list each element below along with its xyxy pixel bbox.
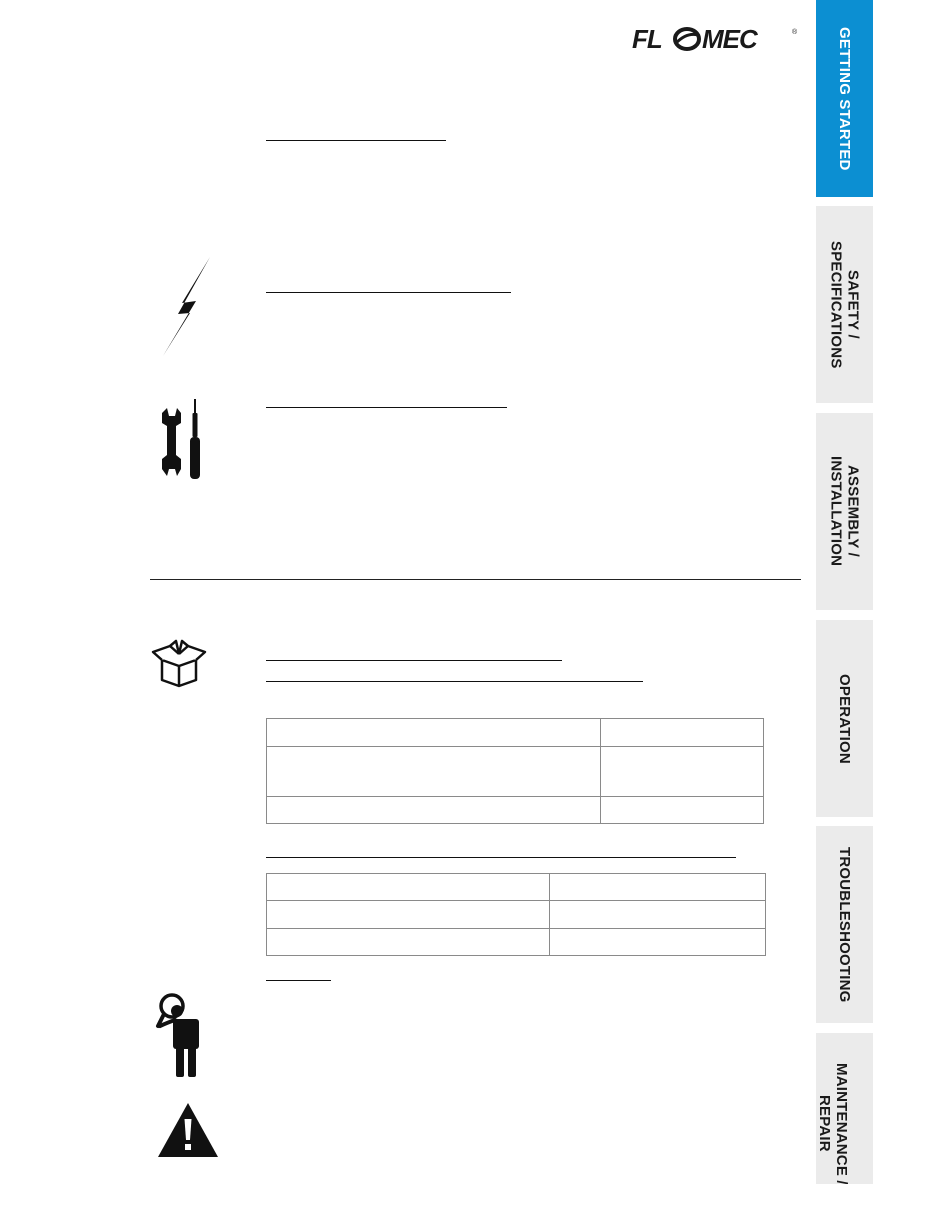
tab-label: GETTING STARTED: [836, 26, 853, 171]
tab-assembly-installation[interactable]: [816, 413, 873, 610]
table-cell: [601, 747, 764, 797]
heading-underline-1: [266, 140, 446, 141]
tab-label: ASSEMBLY / INSTALLATION: [827, 456, 862, 567]
flomec-logo: [632, 24, 804, 54]
table-cell: [550, 929, 766, 956]
table-cell: [267, 747, 601, 797]
heading-underline-4: [266, 660, 562, 661]
tab-getting-started[interactable]: [816, 0, 873, 197]
svg-text:FL: FL: [632, 24, 662, 54]
svg-text:MEC: MEC: [702, 24, 757, 54]
spec-table-2: [266, 873, 766, 956]
heading-underline-6: [266, 857, 736, 858]
spec-table-1: [266, 718, 764, 824]
magnifier-person-icon: [155, 992, 205, 1080]
table-row: [267, 874, 766, 901]
tab-label: SAFETY / SPECIFICATIONS: [827, 240, 862, 369]
tab-label: TROUBLESHOOTING: [836, 846, 853, 1003]
logo-o-mark: [675, 29, 699, 49]
table-cell: [550, 874, 766, 901]
table-cell: [267, 929, 550, 956]
lightning-bolt-icon: [160, 255, 212, 359]
table-cell: [267, 797, 601, 824]
table-row: [267, 719, 764, 747]
tab-safety-specifications[interactable]: [816, 206, 873, 403]
table-row: [267, 901, 766, 929]
table-cell: [267, 719, 601, 747]
section-divider: [150, 579, 801, 580]
heading-underline-7: [266, 980, 331, 981]
heading-underline-2: [266, 292, 511, 293]
tab-label: MAINTENANCE / REPAIR: [816, 1062, 850, 1184]
tab-troubleshooting[interactable]: [816, 826, 873, 1023]
table-row: [267, 929, 766, 956]
table-row: [267, 747, 764, 797]
tab-operation[interactable]: [816, 620, 873, 817]
table-cell: [267, 874, 550, 901]
svg-text:®: ®: [792, 29, 798, 36]
table-cell: [550, 901, 766, 929]
warning-triangle-icon: [157, 1102, 219, 1158]
table-cell: [601, 719, 764, 747]
wrench-screwdriver-icon: [156, 397, 208, 481]
open-box-icon: [150, 638, 208, 688]
tab-maintenance-repair[interactable]: [816, 1033, 873, 1184]
heading-underline-3: [266, 407, 507, 408]
table-cell: [601, 797, 764, 824]
table-row: [267, 797, 764, 824]
table-cell: [267, 901, 550, 929]
heading-underline-5: [266, 681, 643, 682]
tab-label: OPERATION: [836, 673, 853, 764]
